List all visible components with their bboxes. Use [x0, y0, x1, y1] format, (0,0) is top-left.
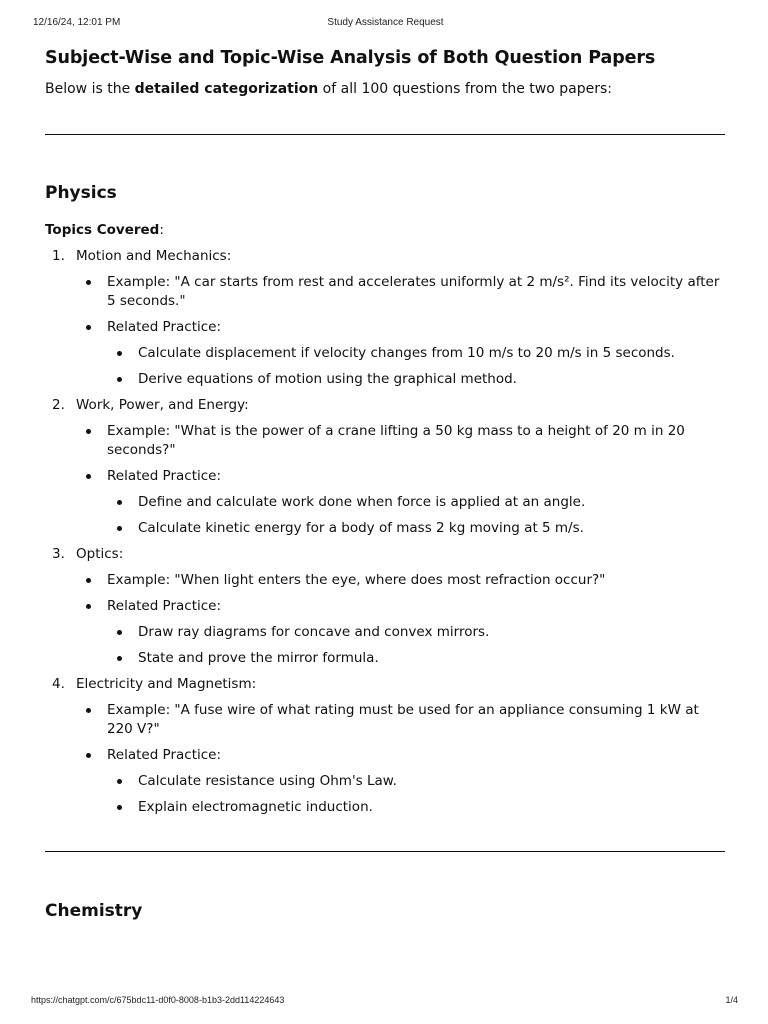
- print-datetime: 12/16/24, 12:01 PM: [33, 17, 121, 28]
- topic-details: [76, 273, 725, 389]
- section-divider: [45, 134, 725, 135]
- bullet-icon: [86, 578, 91, 583]
- intro-prefix: Below is the: [45, 81, 135, 97]
- topics-covered-label: Topics Covered:: [45, 222, 164, 238]
- topic-details: [76, 422, 725, 538]
- bullet-icon: [86, 708, 91, 713]
- topics-covered-text: Topics Covered: [45, 222, 160, 238]
- topics-list: [45, 247, 725, 817]
- intro-bold: detailed categorization: [134, 81, 319, 97]
- example-text: Example: "A car starts from rest and accelerates uniformly at 2 m/s². Find its velocity after 5 seconds.": [107, 274, 720, 309]
- intro-suffix: of all 100 questions from the two papers:: [318, 81, 612, 97]
- practice-item: [107, 344, 725, 363]
- bullet-icon: [117, 351, 122, 356]
- topic-number: 1.: [52, 248, 65, 264]
- bullet-icon: [86, 429, 91, 434]
- example-item: [76, 701, 725, 739]
- practice-list: [107, 493, 725, 538]
- bullet-icon: [117, 377, 122, 382]
- related-practice-label: Related Practice:: [107, 747, 222, 763]
- topic-item: [45, 545, 725, 668]
- topic-item: [45, 247, 725, 389]
- topic-name: Optics: [76, 546, 119, 562]
- bullet-icon: [117, 526, 122, 531]
- section-heading-chemistry: Chemistry: [45, 901, 143, 921]
- bullet-icon: [117, 656, 122, 661]
- bullet-icon: [86, 753, 91, 758]
- topic-name: Work, Power, and Energy: [76, 397, 245, 413]
- example-text: Example: "What is the power of a crane lifting a 50 kg mass to a height of 20 m in 20 seconds?": [107, 423, 685, 458]
- section-divider: [45, 851, 725, 852]
- related-practice-item: [76, 318, 725, 389]
- topic-number: 3.: [52, 546, 65, 562]
- print-url: https://chatgpt.com/c/675bdc11-d0f0-8008-b1b3-2dd114224643: [31, 995, 285, 1005]
- topic-title: Work, Power, and Energy:: [76, 397, 249, 413]
- related-practice-label: Related Practice:: [107, 598, 222, 614]
- related-practice-item: [76, 746, 725, 817]
- topic-title: Electricity and Magnetism:: [76, 676, 257, 692]
- document-body: [45, 44, 725, 923]
- print-footer: [31, 995, 738, 1009]
- practice-item: [107, 370, 725, 389]
- practice-list: [107, 344, 725, 389]
- practice-text: Calculate resistance using Ohm's Law.: [138, 773, 397, 789]
- example-item: [76, 422, 725, 460]
- practice-text: State and prove the mirror formula.: [138, 650, 379, 666]
- practice-text: Define and calculate work done when force is applied at an angle.: [138, 494, 586, 510]
- topic-name: Motion and Mechanics: [76, 248, 227, 264]
- practice-text: Explain electromagnetic induction.: [138, 799, 373, 815]
- example-text: Example: "A fuse wire of what rating must be used for an appliance consuming 1 kW at 220 V?": [107, 702, 699, 737]
- document-title: Subject-Wise and Topic-Wise Analysis of Both Question Papers: [45, 48, 656, 68]
- practice-list: [107, 623, 725, 668]
- print-header: [33, 17, 738, 31]
- bullet-icon: [117, 500, 122, 505]
- practice-text: Calculate displacement if velocity changes from 10 m/s to 20 m/s in 5 seconds.: [138, 345, 675, 361]
- example-item: [76, 571, 725, 590]
- practice-text: Calculate kinetic energy for a body of mass 2 kg moving at 5 m/s.: [138, 520, 584, 536]
- section-heading-physics: Physics: [45, 183, 117, 203]
- practice-item: [107, 623, 725, 642]
- related-practice-label: Related Practice:: [107, 319, 222, 335]
- topic-item: [45, 675, 725, 817]
- practice-list: [107, 772, 725, 817]
- bullet-icon: [86, 604, 91, 609]
- topic-item: [45, 396, 725, 538]
- practice-item: [107, 519, 725, 538]
- practice-text: Derive equations of motion using the graphical method.: [138, 371, 517, 387]
- example-text: Example: "When light enters the eye, where does most refraction occur?": [107, 572, 606, 588]
- topic-details: [76, 701, 725, 817]
- bullet-icon: [117, 779, 122, 784]
- bullet-icon: [117, 805, 122, 810]
- practice-text: Draw ray diagrams for concave and convex mirrors.: [138, 624, 490, 640]
- practice-item: [107, 798, 725, 817]
- practice-item: [107, 649, 725, 668]
- example-item: [76, 273, 725, 311]
- topic-title: Motion and Mechanics:: [76, 248, 232, 264]
- related-practice-item: [76, 467, 725, 538]
- related-practice-item: [76, 597, 725, 668]
- bullet-icon: [86, 280, 91, 285]
- page-number: 1/4: [725, 995, 738, 1005]
- topic-number: 4.: [52, 676, 65, 692]
- intro-paragraph: [45, 79, 725, 99]
- topic-details: [76, 571, 725, 668]
- related-practice-label: Related Practice:: [107, 468, 222, 484]
- practice-item: [107, 772, 725, 791]
- topic-number: 2.: [52, 397, 65, 413]
- practice-item: [107, 493, 725, 512]
- bullet-icon: [117, 630, 122, 635]
- topic-title: Optics:: [76, 546, 124, 562]
- print-page-title: Study Assistance Request: [327, 17, 444, 28]
- bullet-icon: [86, 325, 91, 330]
- bullet-icon: [86, 474, 91, 479]
- topic-name: Electricity and Magnetism: [76, 676, 252, 692]
